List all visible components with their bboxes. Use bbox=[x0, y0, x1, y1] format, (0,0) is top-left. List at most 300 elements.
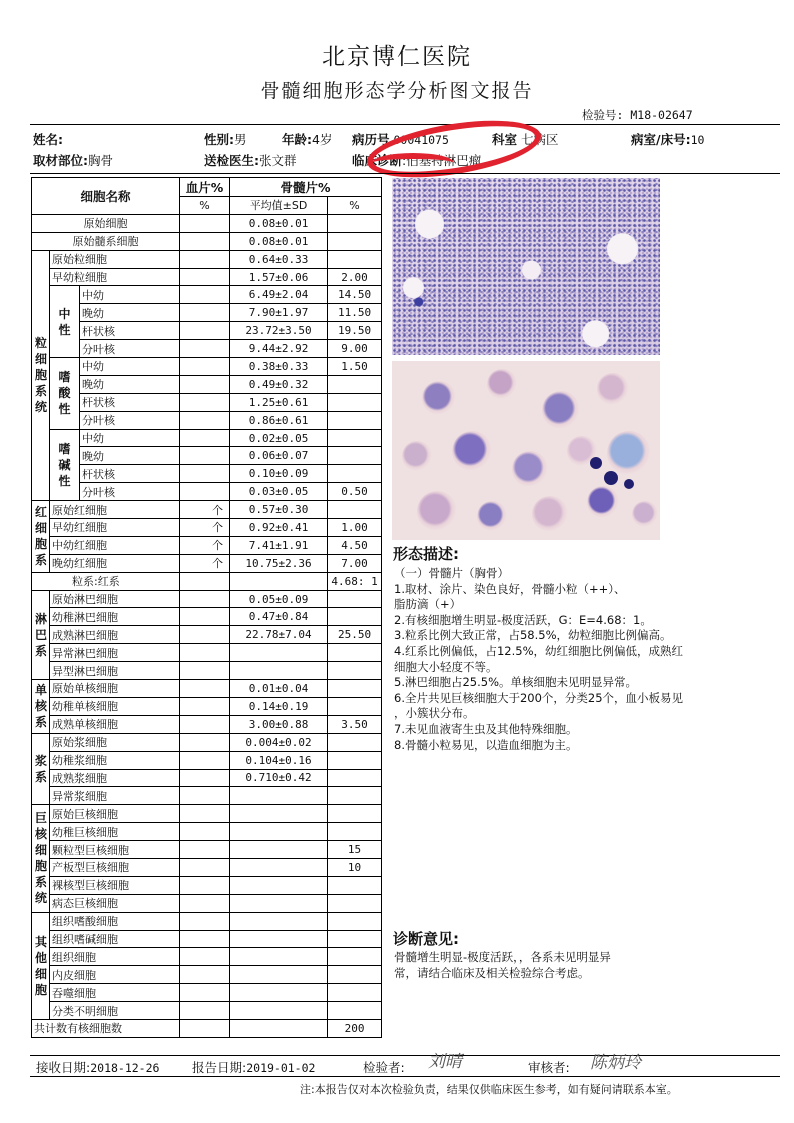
table-row bbox=[32, 358, 382, 376]
cell-name: 杆状核 bbox=[80, 322, 180, 340]
marrow-percent bbox=[328, 411, 382, 429]
mean-value: 10.75±2.36 bbox=[230, 554, 328, 572]
mean-value bbox=[230, 912, 328, 930]
table-row bbox=[32, 805, 382, 823]
marrow-percent bbox=[328, 250, 382, 268]
description-line: 8.骨髓小粒易见，以造血细胞为主。 bbox=[394, 737, 578, 752]
marrow-percent: 4.50 bbox=[328, 536, 382, 554]
blood-cell bbox=[632, 501, 658, 527]
mean-value: 0.86±0.61 bbox=[230, 411, 328, 429]
marrow-percent bbox=[328, 948, 382, 966]
mean-value: 0.104±0.16 bbox=[230, 751, 328, 769]
table-row bbox=[32, 644, 382, 662]
blood-value bbox=[180, 429, 230, 447]
table-row bbox=[32, 375, 382, 393]
micrograph-high-power bbox=[392, 361, 660, 540]
description-line: 3.粒系比例大致正常，占58.5%，幼粒细胞比例偏高。 bbox=[394, 628, 672, 643]
blood-value bbox=[180, 751, 230, 769]
sex-field: 性别:男 bbox=[204, 132, 247, 147]
blood-value bbox=[180, 948, 230, 966]
table-row bbox=[32, 787, 382, 805]
mean-value: 22.78±7.04 bbox=[230, 626, 328, 644]
divider bbox=[30, 173, 780, 174]
marrow-percent bbox=[328, 465, 382, 483]
cell-name: 原始粒细胞 bbox=[50, 250, 180, 268]
marrow-percent bbox=[328, 447, 382, 465]
blood-value bbox=[180, 787, 230, 805]
mean-value bbox=[230, 644, 328, 662]
marrow-percent bbox=[328, 214, 382, 232]
blood-value bbox=[180, 304, 230, 322]
doctor-field: 送检医生:张文群 bbox=[204, 153, 297, 168]
diagnosis-text bbox=[394, 950, 694, 981]
blood-value bbox=[180, 733, 230, 751]
mean-value: 0.14±0.19 bbox=[230, 697, 328, 715]
group-label: 浆系 bbox=[32, 733, 50, 805]
group-label: 其他细胞 bbox=[32, 912, 50, 1019]
cell-name: 病态巨核细胞 bbox=[50, 894, 180, 912]
header-blood: 血片% bbox=[180, 178, 230, 197]
table-row bbox=[32, 393, 382, 411]
cell-name: 组织嗜碱细胞 bbox=[50, 930, 180, 948]
table-row bbox=[32, 930, 382, 948]
receive-date: 接收日期:2018-12-26 bbox=[36, 1060, 160, 1075]
report-date: 报告日期:2019-01-02 bbox=[192, 1060, 316, 1075]
table-row bbox=[32, 608, 382, 626]
mean-value: 0.64±0.33 bbox=[230, 250, 328, 268]
mean-value bbox=[230, 823, 328, 841]
table-row bbox=[32, 590, 382, 608]
nucleus bbox=[590, 457, 602, 469]
age-field: 年龄:4岁 bbox=[282, 132, 333, 147]
blood-value: 个 bbox=[180, 554, 230, 572]
blood-value bbox=[180, 626, 230, 644]
marrow-percent bbox=[328, 662, 382, 680]
description-line: 细胞大小轻度不等。 bbox=[394, 659, 498, 674]
hospital-name: 北京博仁医院 bbox=[322, 44, 472, 70]
description-line: 7.未见血液寄生虫及其他特殊细胞。 bbox=[394, 721, 578, 736]
cell-name: 原始细胞 bbox=[32, 214, 180, 232]
mean-value bbox=[230, 894, 328, 912]
table-row bbox=[32, 984, 382, 1002]
marrow-percent: 2.00 bbox=[328, 268, 382, 286]
table-row bbox=[32, 948, 382, 966]
mean-value: 0.03±0.05 bbox=[230, 483, 328, 501]
blood-cell bbox=[477, 501, 507, 531]
subgroup-label: 嗜碱性 bbox=[50, 429, 80, 501]
morphology-description bbox=[394, 566, 724, 753]
table-row bbox=[32, 662, 382, 680]
blood-cell bbox=[417, 491, 457, 531]
cell-name: 异常浆细胞 bbox=[50, 787, 180, 805]
marrow-percent: 0.50 bbox=[328, 483, 382, 501]
table-row bbox=[32, 894, 382, 912]
blood-value bbox=[180, 375, 230, 393]
cell-name: 早幼粒细胞 bbox=[50, 268, 180, 286]
blood-cell bbox=[487, 369, 517, 399]
cell-name: 异常淋巴细胞 bbox=[50, 644, 180, 662]
table-row bbox=[32, 841, 382, 859]
mean-value: 0.004±0.02 bbox=[230, 733, 328, 751]
marrow-percent bbox=[328, 697, 382, 715]
table-row bbox=[32, 536, 382, 554]
nucleus bbox=[624, 479, 634, 489]
mean-value: 0.05±0.09 bbox=[230, 590, 328, 608]
cell-name: 幼稚浆细胞 bbox=[50, 751, 180, 769]
marrow-percent bbox=[328, 984, 382, 1002]
mean-value bbox=[230, 966, 328, 984]
blood-cell bbox=[607, 431, 651, 475]
table-row bbox=[32, 858, 382, 876]
mean-value: 0.47±0.84 bbox=[230, 608, 328, 626]
group-label: 单核系 bbox=[32, 680, 50, 734]
cell-name: 颗粒型巨核细胞 bbox=[50, 841, 180, 859]
record-field: 病历号 00041075 bbox=[352, 132, 449, 147]
table-row bbox=[32, 715, 382, 733]
clinical-diagnosis-field: 临床诊断:伯基特淋巴瘤 bbox=[352, 153, 482, 168]
cell-name: 杆状核 bbox=[80, 393, 180, 411]
blood-cell bbox=[402, 441, 432, 471]
blood-value bbox=[180, 1002, 230, 1020]
cell-name: 内皮细胞 bbox=[50, 966, 180, 984]
marrow-percent bbox=[328, 823, 382, 841]
marrow-percent bbox=[328, 751, 382, 769]
blood-value bbox=[180, 823, 230, 841]
red-marker-scribble bbox=[372, 153, 454, 173]
marrow-percent: 14.50 bbox=[328, 286, 382, 304]
footer-note: 注:本报告仅对本次检验负责，结果仅供临床医生参考，如有疑问请联系本室。 bbox=[300, 1083, 678, 1096]
mean-value bbox=[230, 787, 328, 805]
group-label: 淋巴系 bbox=[32, 590, 50, 679]
table-row bbox=[32, 232, 382, 250]
diagnosis-line: 骨髓增生明显-极度活跃，，各系未见明显异 bbox=[394, 950, 611, 964]
blood-value bbox=[180, 250, 230, 268]
cell-name: 中幼 bbox=[80, 429, 180, 447]
cell-name: 组织细胞 bbox=[50, 948, 180, 966]
marrow-percent: 11.50 bbox=[328, 304, 382, 322]
marrow-percent: 9.00 bbox=[328, 340, 382, 358]
blood-value bbox=[180, 966, 230, 984]
table-row bbox=[32, 429, 382, 447]
mean-value: 7.41±1.91 bbox=[230, 536, 328, 554]
blood-value: 个 bbox=[180, 536, 230, 554]
table-row bbox=[32, 519, 382, 537]
report-title: 骨髓细胞形态学分析图文报告 bbox=[260, 80, 534, 102]
group-label: 红细胞系 bbox=[32, 501, 50, 573]
table-row bbox=[32, 769, 382, 787]
cell-name: 中幼 bbox=[80, 358, 180, 376]
blood-value bbox=[180, 930, 230, 948]
cell-name: 杆状核 bbox=[80, 465, 180, 483]
blood-value bbox=[180, 590, 230, 608]
cell-name: 分叶核 bbox=[80, 411, 180, 429]
blood-value bbox=[180, 393, 230, 411]
mean-value: 0.08±0.01 bbox=[230, 232, 328, 250]
marrow-percent: 25.50 bbox=[328, 626, 382, 644]
mean-value bbox=[230, 930, 328, 948]
marrow-percent bbox=[328, 680, 382, 698]
cell-name: 分叶核 bbox=[80, 483, 180, 501]
mean-value bbox=[230, 876, 328, 894]
blood-value bbox=[180, 912, 230, 930]
cell-count-table: 细胞名称 血片% 骨髓片% % 平均值±SD % 原始细胞 0.08±0.01 原始髓系细胞 0.08±0.01 粒细胞系统 原始粒细胞 0.64±0.33 早幼粒细胞 1.57±0.06 2.00 中性 中幼 6.49±2.04 14.50 晚幼 7.90±1.97 11.50 杆状核 23.72±3.50 19.50 分叶核 9.44±2.92 9.00 嗜酸性 中幼 0.38±0.33 1.50 晚幼 0.49±0.32 杆状核 1.25±0.61 分叶核 0.86±0.61 嗜碱性 中幼 0.02±0.05 晚幼 0.06±0.07 杆状核 0.10±0.09 分叶核 0.03±0.05 0.50 红细胞系 原始红细胞 个 0.57±0.30 早幼红细胞 个 0.92±0.41 1.00 中幼红细胞 个 7.41±1.91 4.50 晚幼红细胞 个 10.75±2.36 7.00 粒系:红系 4.68: 1 淋巴系 原始淋巴细胞 0.05±0.09 幼稚淋巴细胞 0.47±0.84 成熟淋巴细胞 22.78±7.04 25.50 异常淋巴细胞 异型淋巴细胞 单核系 原始单核细胞 0.01±0.04 幼稚单核细胞 0.14±0.19 成熟单核细胞 3.00±0.88 3.50 浆系 原始浆细胞 0.004±0.02 幼稚浆细胞 0.104±0.16 成熟浆细胞 0.710±0.42 异常浆细胞 巨核细胞系统 原始巨核细胞 幼稚巨核细胞 颗粒型巨核细胞 15 产板型巨核细胞 10 裸核型巨核细胞 病态巨核细胞 其他细胞 组织嗜酸细胞 组织嗜碱细胞 组织细胞 内皮细胞 吞噬细胞 分类不明细胞 共计数有核细胞数 200 bbox=[31, 177, 382, 1038]
mean-value: 0.49±0.32 bbox=[230, 375, 328, 393]
blood-value bbox=[180, 572, 230, 590]
marrow-percent: 15 bbox=[328, 841, 382, 859]
cell-name: 中幼红细胞 bbox=[50, 536, 180, 554]
marrow-percent: 10 bbox=[328, 858, 382, 876]
marrow-percent bbox=[328, 930, 382, 948]
blood-cell bbox=[452, 431, 492, 471]
cell-name: 幼稚淋巴细胞 bbox=[50, 608, 180, 626]
marrow-percent bbox=[328, 429, 382, 447]
cell-name: 原始红细胞 bbox=[50, 501, 180, 519]
table-row bbox=[32, 411, 382, 429]
table-row bbox=[32, 1002, 382, 1020]
marrow-percent bbox=[328, 733, 382, 751]
blood-value bbox=[180, 984, 230, 1002]
table-row bbox=[32, 1019, 382, 1037]
mean-value: 23.72±3.50 bbox=[230, 322, 328, 340]
subgroup-label: 中性 bbox=[50, 286, 80, 358]
subgroup-label: 嗜酸性 bbox=[50, 358, 80, 430]
table-row bbox=[32, 697, 382, 715]
cell-name: 晚幼 bbox=[80, 375, 180, 393]
reviewer-signature: 陈炳玲 bbox=[590, 1053, 641, 1073]
divider bbox=[30, 1076, 780, 1077]
cell-name: 粒系:红系 bbox=[32, 572, 180, 590]
mean-value: 0.710±0.42 bbox=[230, 769, 328, 787]
table-row bbox=[32, 304, 382, 322]
mean-value bbox=[230, 984, 328, 1002]
cell-name: 裸核型巨核细胞 bbox=[50, 876, 180, 894]
mean-value bbox=[230, 805, 328, 823]
blood-value bbox=[180, 858, 230, 876]
header-cell-name: 细胞名称 bbox=[32, 178, 180, 215]
blood-value bbox=[180, 680, 230, 698]
blood-value bbox=[180, 805, 230, 823]
reviewer-label: 审核者: bbox=[528, 1060, 570, 1075]
diagnosis-title: 诊断意见: bbox=[393, 930, 459, 948]
mean-value bbox=[230, 858, 328, 876]
mean-value: 0.92±0.41 bbox=[230, 519, 328, 537]
blood-value bbox=[180, 1019, 230, 1037]
table-row bbox=[32, 322, 382, 340]
cell-name: 吞噬细胞 bbox=[50, 984, 180, 1002]
table-row bbox=[32, 876, 382, 894]
blood-value bbox=[180, 894, 230, 912]
table-row bbox=[32, 340, 382, 358]
blood-value: 个 bbox=[180, 519, 230, 537]
marrow-percent: 7.00 bbox=[328, 554, 382, 572]
cell-name: 原始浆细胞 bbox=[50, 733, 180, 751]
cell-name: 组织嗜酸细胞 bbox=[50, 912, 180, 930]
marrow-percent bbox=[328, 805, 382, 823]
mean-value: 0.06±0.07 bbox=[230, 447, 328, 465]
description-line: 1.取材、涂片、染色良好，骨髓小粒（++）、 bbox=[394, 581, 626, 596]
mean-value bbox=[230, 1002, 328, 1020]
mean-value bbox=[230, 572, 328, 590]
table-row bbox=[32, 554, 382, 572]
marrow-percent: 19.50 bbox=[328, 322, 382, 340]
nucleus bbox=[604, 471, 618, 485]
description-line: ，小簇状分布。 bbox=[394, 706, 475, 721]
marrow-percent: 200 bbox=[328, 1019, 382, 1037]
mean-value: 0.57±0.30 bbox=[230, 501, 328, 519]
mean-value: 0.02±0.05 bbox=[230, 429, 328, 447]
description-line: 6.全片共见巨核细胞大于200个，分类25个，血小板易见 bbox=[394, 690, 684, 705]
mean-value: 9.44±2.92 bbox=[230, 340, 328, 358]
tester-signature: 刘晴 bbox=[428, 1052, 462, 1072]
mean-value: 0.01±0.04 bbox=[230, 680, 328, 698]
cell-name: 原始巨核细胞 bbox=[50, 805, 180, 823]
blood-value bbox=[180, 465, 230, 483]
tester-label: 检验者: bbox=[363, 1060, 405, 1075]
blood-value bbox=[180, 697, 230, 715]
table-row bbox=[32, 465, 382, 483]
table-row bbox=[32, 286, 382, 304]
blood-value bbox=[180, 358, 230, 376]
blood-value bbox=[180, 644, 230, 662]
table-row bbox=[32, 912, 382, 930]
marrow-percent: 4.68: 1 bbox=[328, 572, 382, 590]
table-row bbox=[32, 751, 382, 769]
cell-name: 产板型巨核细胞 bbox=[50, 858, 180, 876]
table-row bbox=[32, 501, 382, 519]
marrow-percent bbox=[328, 1002, 382, 1020]
marrow-percent bbox=[328, 912, 382, 930]
cell-name: 原始单核细胞 bbox=[50, 680, 180, 698]
mean-value: 0.08±0.01 bbox=[230, 214, 328, 232]
cell-name: 晚幼 bbox=[80, 447, 180, 465]
marrow-percent bbox=[328, 769, 382, 787]
blood-cell bbox=[512, 451, 548, 487]
mean-value bbox=[230, 1019, 328, 1037]
marrow-percent: 1.50 bbox=[328, 358, 382, 376]
group-label: 巨核细胞系统 bbox=[32, 805, 50, 912]
red-marker-scribble bbox=[363, 111, 545, 188]
marrow-percent bbox=[328, 501, 382, 519]
cell-name: 成熟淋巴细胞 bbox=[50, 626, 180, 644]
cell-name: 原始髓系细胞 bbox=[32, 232, 180, 250]
cell-name: 共计数有核细胞数 bbox=[32, 1019, 180, 1037]
lab-number: 检验号: M18-02647 bbox=[582, 108, 693, 122]
cell-name: 晚幼红细胞 bbox=[50, 554, 180, 572]
cell-name: 幼稚巨核细胞 bbox=[50, 823, 180, 841]
blood-value bbox=[180, 411, 230, 429]
blood-value bbox=[180, 876, 230, 894]
table-row bbox=[32, 483, 382, 501]
mean-value bbox=[230, 662, 328, 680]
divider bbox=[30, 124, 780, 125]
cell-name: 分叶核 bbox=[80, 340, 180, 358]
marrow-percent bbox=[328, 375, 382, 393]
table-row bbox=[32, 447, 382, 465]
marrow-percent bbox=[328, 393, 382, 411]
dept-field: 科室 七病区 bbox=[492, 132, 559, 147]
description-line: （一）骨髓片（胸骨） bbox=[394, 566, 509, 580]
diagnosis-line: 常，请结合临床及相关检验综合考虑。 bbox=[394, 965, 590, 980]
mean-value: 7.90±1.97 bbox=[230, 304, 328, 322]
cell-name: 成熟浆细胞 bbox=[50, 769, 180, 787]
blood-value bbox=[180, 232, 230, 250]
marrow-percent bbox=[328, 608, 382, 626]
marrow-percent bbox=[328, 644, 382, 662]
cell-name: 早幼红细胞 bbox=[50, 519, 180, 537]
description-line: 2.有核细胞增生明显-极度活跃，G：E=4.68：1。 bbox=[394, 612, 652, 627]
table-row bbox=[32, 268, 382, 286]
mean-value bbox=[230, 948, 328, 966]
cell-name: 幼稚单核细胞 bbox=[50, 697, 180, 715]
table-row bbox=[32, 733, 382, 751]
blood-value bbox=[180, 483, 230, 501]
header-marrow: 骨髓片% bbox=[230, 178, 382, 197]
description-line: 4.红系比例偏低，占12.5%，幼红细胞比例偏低，成熟红 bbox=[394, 643, 684, 658]
marrow-percent bbox=[328, 590, 382, 608]
blood-value bbox=[180, 841, 230, 859]
blood-value bbox=[180, 340, 230, 358]
bed-field: 病室/床号:10 bbox=[631, 132, 705, 147]
mean-value: 6.49±2.04 bbox=[230, 286, 328, 304]
table-row bbox=[32, 966, 382, 984]
divider bbox=[30, 1055, 780, 1056]
table-row bbox=[32, 626, 382, 644]
blood-cell bbox=[532, 496, 568, 532]
mean-value: 0.38±0.33 bbox=[230, 358, 328, 376]
blood-value bbox=[180, 715, 230, 733]
cell-name: 晚幼 bbox=[80, 304, 180, 322]
cell-name: 中幼 bbox=[80, 286, 180, 304]
marrow-percent: 1.00 bbox=[328, 519, 382, 537]
name-field: 姓名: bbox=[33, 132, 63, 147]
mean-value: 1.25±0.61 bbox=[230, 393, 328, 411]
table-row bbox=[32, 214, 382, 232]
marrow-percent bbox=[328, 876, 382, 894]
mean-value: 3.00±0.88 bbox=[230, 715, 328, 733]
table-row bbox=[32, 572, 382, 590]
blood-value bbox=[180, 608, 230, 626]
table-row bbox=[32, 823, 382, 841]
cell-name: 原始淋巴细胞 bbox=[50, 590, 180, 608]
marrow-percent bbox=[328, 232, 382, 250]
table-row bbox=[32, 250, 382, 268]
blood-value bbox=[180, 322, 230, 340]
blood-value: 个 bbox=[180, 501, 230, 519]
mean-value: 1.57±0.06 bbox=[230, 268, 328, 286]
micrograph-low-power bbox=[392, 178, 660, 355]
cell-name: 分类不明细胞 bbox=[50, 1002, 180, 1020]
marrow-percent: 3.50 bbox=[328, 715, 382, 733]
site-field: 取材部位:胸骨 bbox=[33, 153, 114, 168]
blood-value bbox=[180, 662, 230, 680]
cell-name: 异型淋巴细胞 bbox=[50, 662, 180, 680]
mean-value: 0.10±0.09 bbox=[230, 465, 328, 483]
morphology-title: 形态描述: bbox=[393, 545, 459, 563]
mean-value bbox=[230, 841, 328, 859]
cell-name: 成熟单核细胞 bbox=[50, 715, 180, 733]
blood-value bbox=[180, 286, 230, 304]
blood-cell bbox=[542, 391, 580, 429]
table-row bbox=[32, 680, 382, 698]
group-label: 粒细胞系统 bbox=[32, 250, 50, 500]
description-line: 5.淋巴细胞占25.5%。单核细胞未见明显异常。 bbox=[394, 675, 638, 690]
marrow-percent bbox=[328, 894, 382, 912]
blood-value bbox=[180, 268, 230, 286]
marrow-percent bbox=[328, 966, 382, 984]
marrow-percent bbox=[328, 787, 382, 805]
blood-cell bbox=[597, 373, 629, 405]
blood-value bbox=[180, 769, 230, 787]
